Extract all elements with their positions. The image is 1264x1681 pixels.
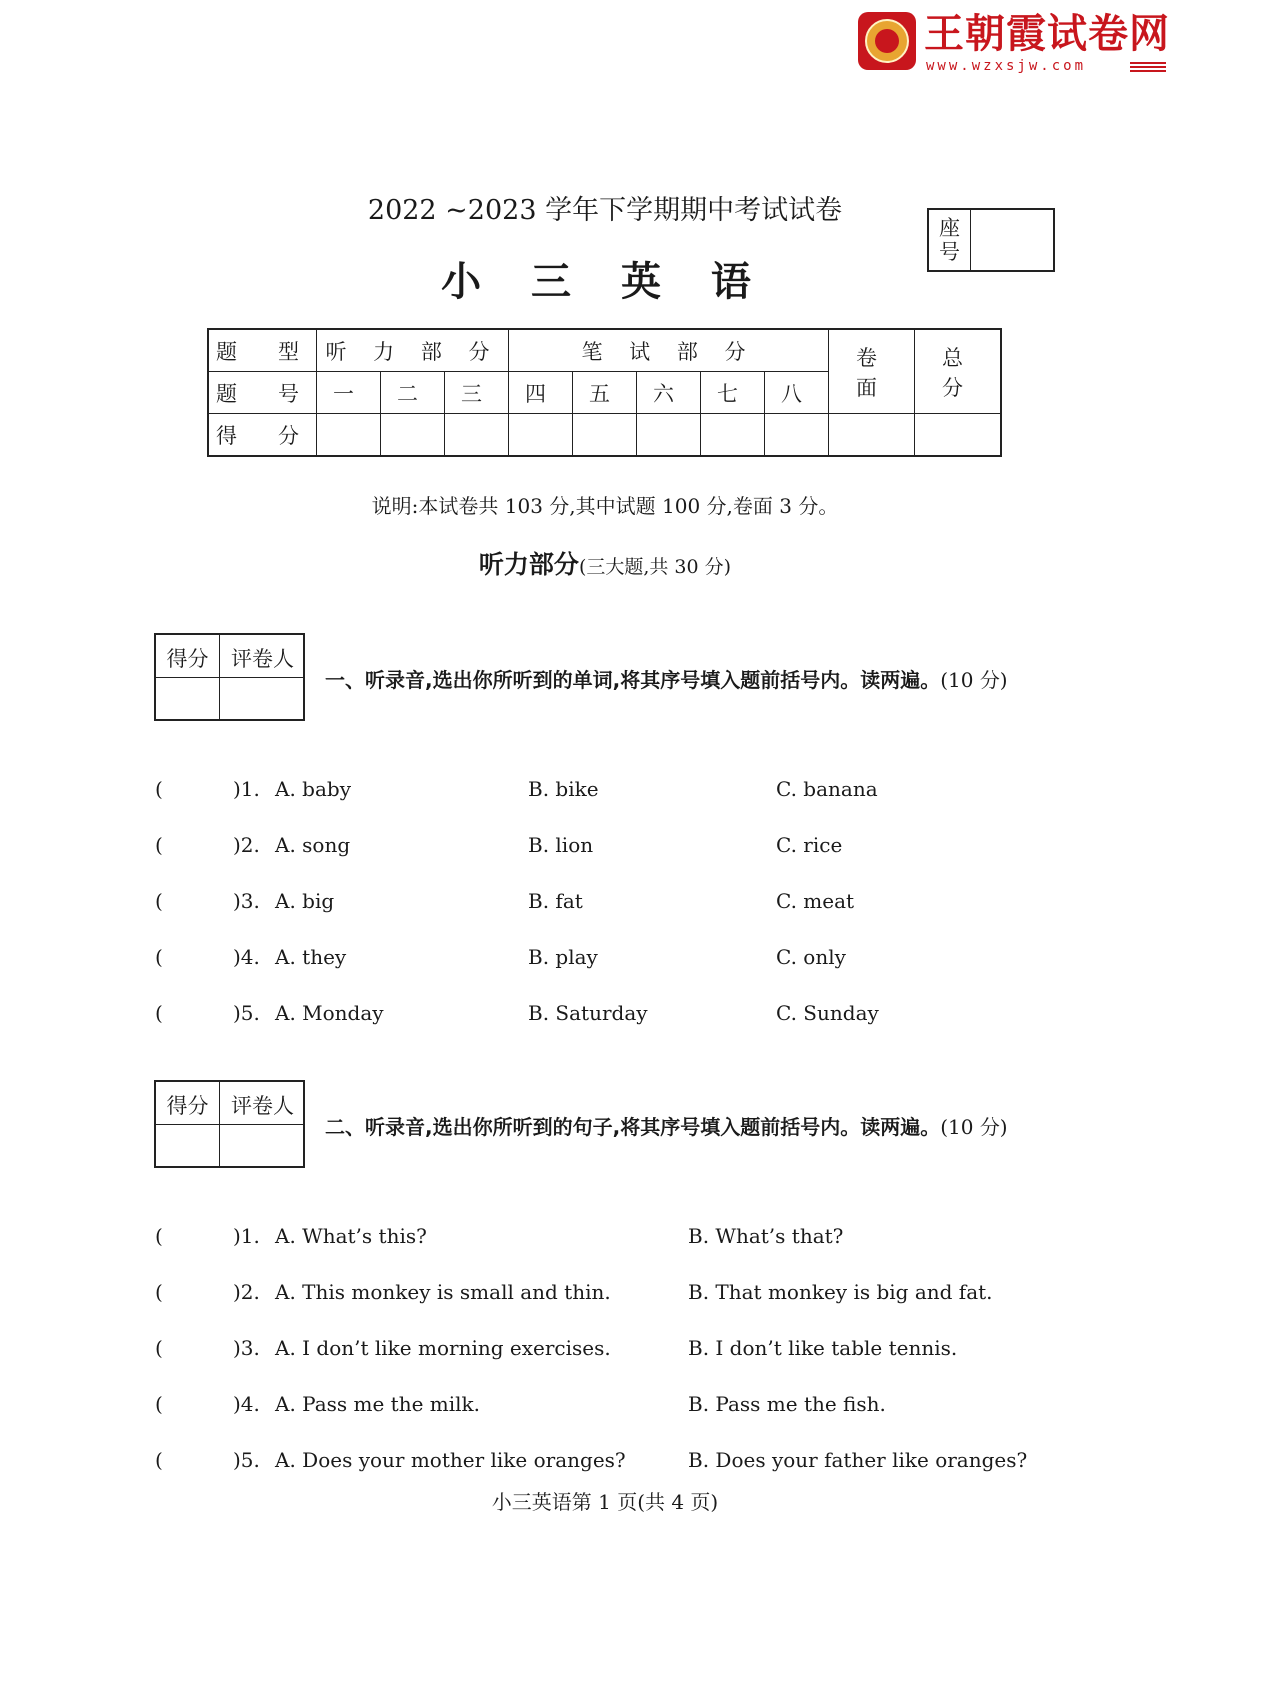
section-2-instruction: 二、听录音,选出你所听到的句子,将其序号填入题前括号内。读两遍。 xyxy=(325,1115,941,1139)
option-b: B. I don’t like table tennis. xyxy=(688,1336,958,1360)
seat-label: 座号 xyxy=(929,210,971,270)
score-cell[interactable] xyxy=(701,414,765,457)
option-c: C. rice xyxy=(776,833,843,857)
question-number: )4. xyxy=(233,945,260,969)
appearance-header: 卷 面 xyxy=(829,329,915,414)
page-footer: 小三英语第 1 页(共 4 页) xyxy=(491,1490,719,1514)
option-a: A. song xyxy=(275,833,351,857)
exam-title: 2022 ~2023 学年下学期期中考试试卷 xyxy=(367,195,843,226)
option-b: B. bike xyxy=(528,777,599,801)
question-number: )1. xyxy=(233,777,260,801)
exam-note: 说明:本试卷共 103 分,其中试题 100 分,卷面 3 分。 xyxy=(371,494,839,518)
option-a: A. big xyxy=(275,889,335,913)
question-number: )5. xyxy=(233,1001,260,1025)
section-1-title xyxy=(325,664,1008,693)
question-number: 八 xyxy=(765,372,829,414)
brand-url: www.wzxsjw.com xyxy=(926,58,1087,74)
score-cell[interactable] xyxy=(573,414,637,457)
row-label: 题 号 xyxy=(208,372,317,414)
option-b: B. Does your father like oranges? xyxy=(688,1448,1028,1472)
decorative-lines xyxy=(1130,62,1166,72)
grader-label: 评卷人 xyxy=(231,1094,294,1118)
question-number: 二 xyxy=(381,372,445,414)
score-cell[interactable] xyxy=(445,414,509,457)
site-logo xyxy=(858,10,1168,76)
option-a: A. Does your mother like oranges? xyxy=(275,1448,626,1472)
option-a: A. I don’t like morning exercises. xyxy=(275,1336,611,1360)
grade-box xyxy=(154,1080,305,1168)
score-cell[interactable] xyxy=(381,414,445,457)
question-number: 六 xyxy=(637,372,701,414)
option-b: B. Pass me the fish. xyxy=(688,1392,886,1416)
score-label: 得分 xyxy=(166,1094,209,1118)
score-cell[interactable] xyxy=(509,414,573,457)
question-number: )2. xyxy=(233,1280,260,1304)
section-2-points: (10 分) xyxy=(940,1115,1008,1139)
score-cell[interactable] xyxy=(829,414,915,457)
writing-part-header: 笔 试 部 分 xyxy=(509,329,829,372)
question-number: )3. xyxy=(233,1336,260,1360)
option-b: B. fat xyxy=(528,889,583,913)
brand-name: 王朝霞试卷网 xyxy=(924,11,1170,57)
option-b: B. play xyxy=(528,945,598,969)
listening-heading-sub: (三大题,共 30 分) xyxy=(578,556,732,578)
seat-number-box xyxy=(927,208,1055,272)
option-c: C. only xyxy=(776,945,846,969)
listening-part-header: 听 力 部 分 xyxy=(317,329,509,372)
option-a: A. Pass me the milk. xyxy=(275,1392,481,1416)
question-number: )1. xyxy=(233,1224,260,1248)
row-label: 得 分 xyxy=(208,414,317,457)
listening-heading-main: 听力部分 xyxy=(478,550,579,579)
question-number: )4. xyxy=(233,1392,260,1416)
section-2-title xyxy=(325,1111,1008,1140)
question-number: 一 xyxy=(317,372,381,414)
section-1-points: (10 分) xyxy=(940,668,1008,692)
option-b: B. What’s that? xyxy=(688,1224,844,1248)
score-cell[interactable] xyxy=(317,414,381,457)
answer-paren[interactable]: ( xyxy=(155,1280,163,1304)
answer-paren[interactable]: ( xyxy=(155,1392,163,1416)
option-a: A. Monday xyxy=(275,1001,384,1025)
grade-box xyxy=(154,633,305,721)
question-number: )2. xyxy=(233,833,260,857)
answer-paren[interactable]: ( xyxy=(155,1336,163,1360)
answer-paren[interactable]: ( xyxy=(155,1224,163,1248)
question-number: 五 xyxy=(573,372,637,414)
option-c: C. banana xyxy=(776,777,878,801)
listening-heading xyxy=(0,545,1210,581)
total-header: 总 分 xyxy=(915,329,1002,414)
seal-icon xyxy=(858,12,916,70)
score-label: 得分 xyxy=(166,647,209,671)
option-b: B. lion xyxy=(528,833,594,857)
option-a: A. baby xyxy=(275,777,351,801)
subject-title: 小 三 英 语 xyxy=(441,258,769,305)
option-a: A. This monkey is small and thin. xyxy=(275,1280,611,1304)
answer-paren[interactable]: ( xyxy=(155,777,163,801)
option-b: B. That monkey is big and fat. xyxy=(688,1280,993,1304)
score-cell[interactable] xyxy=(915,414,1002,457)
score-cell[interactable] xyxy=(765,414,829,457)
question-number: )5. xyxy=(233,1448,260,1472)
score-table xyxy=(207,328,1002,457)
option-c: C. Sunday xyxy=(776,1001,879,1025)
question-number: )3. xyxy=(233,889,260,913)
question-number: 三 xyxy=(445,372,509,414)
grader-label: 评卷人 xyxy=(231,647,294,671)
answer-paren[interactable]: ( xyxy=(155,1001,163,1025)
option-b: B. Saturday xyxy=(528,1001,648,1025)
row-label: 题 型 xyxy=(208,329,317,372)
score-cell[interactable] xyxy=(637,414,701,457)
option-a: A. they xyxy=(275,945,347,969)
answer-paren[interactable]: ( xyxy=(155,1448,163,1472)
answer-paren[interactable]: ( xyxy=(155,833,163,857)
option-a: A. What’s this? xyxy=(275,1224,427,1248)
question-number: 七 xyxy=(701,372,765,414)
question-number: 四 xyxy=(509,372,573,414)
answer-paren[interactable]: ( xyxy=(155,889,163,913)
answer-paren[interactable]: ( xyxy=(155,945,163,969)
section-1-instruction: 一、听录音,选出你所听到的单词,将其序号填入题前括号内。读两遍。 xyxy=(325,668,941,692)
option-c: C. meat xyxy=(776,889,855,913)
